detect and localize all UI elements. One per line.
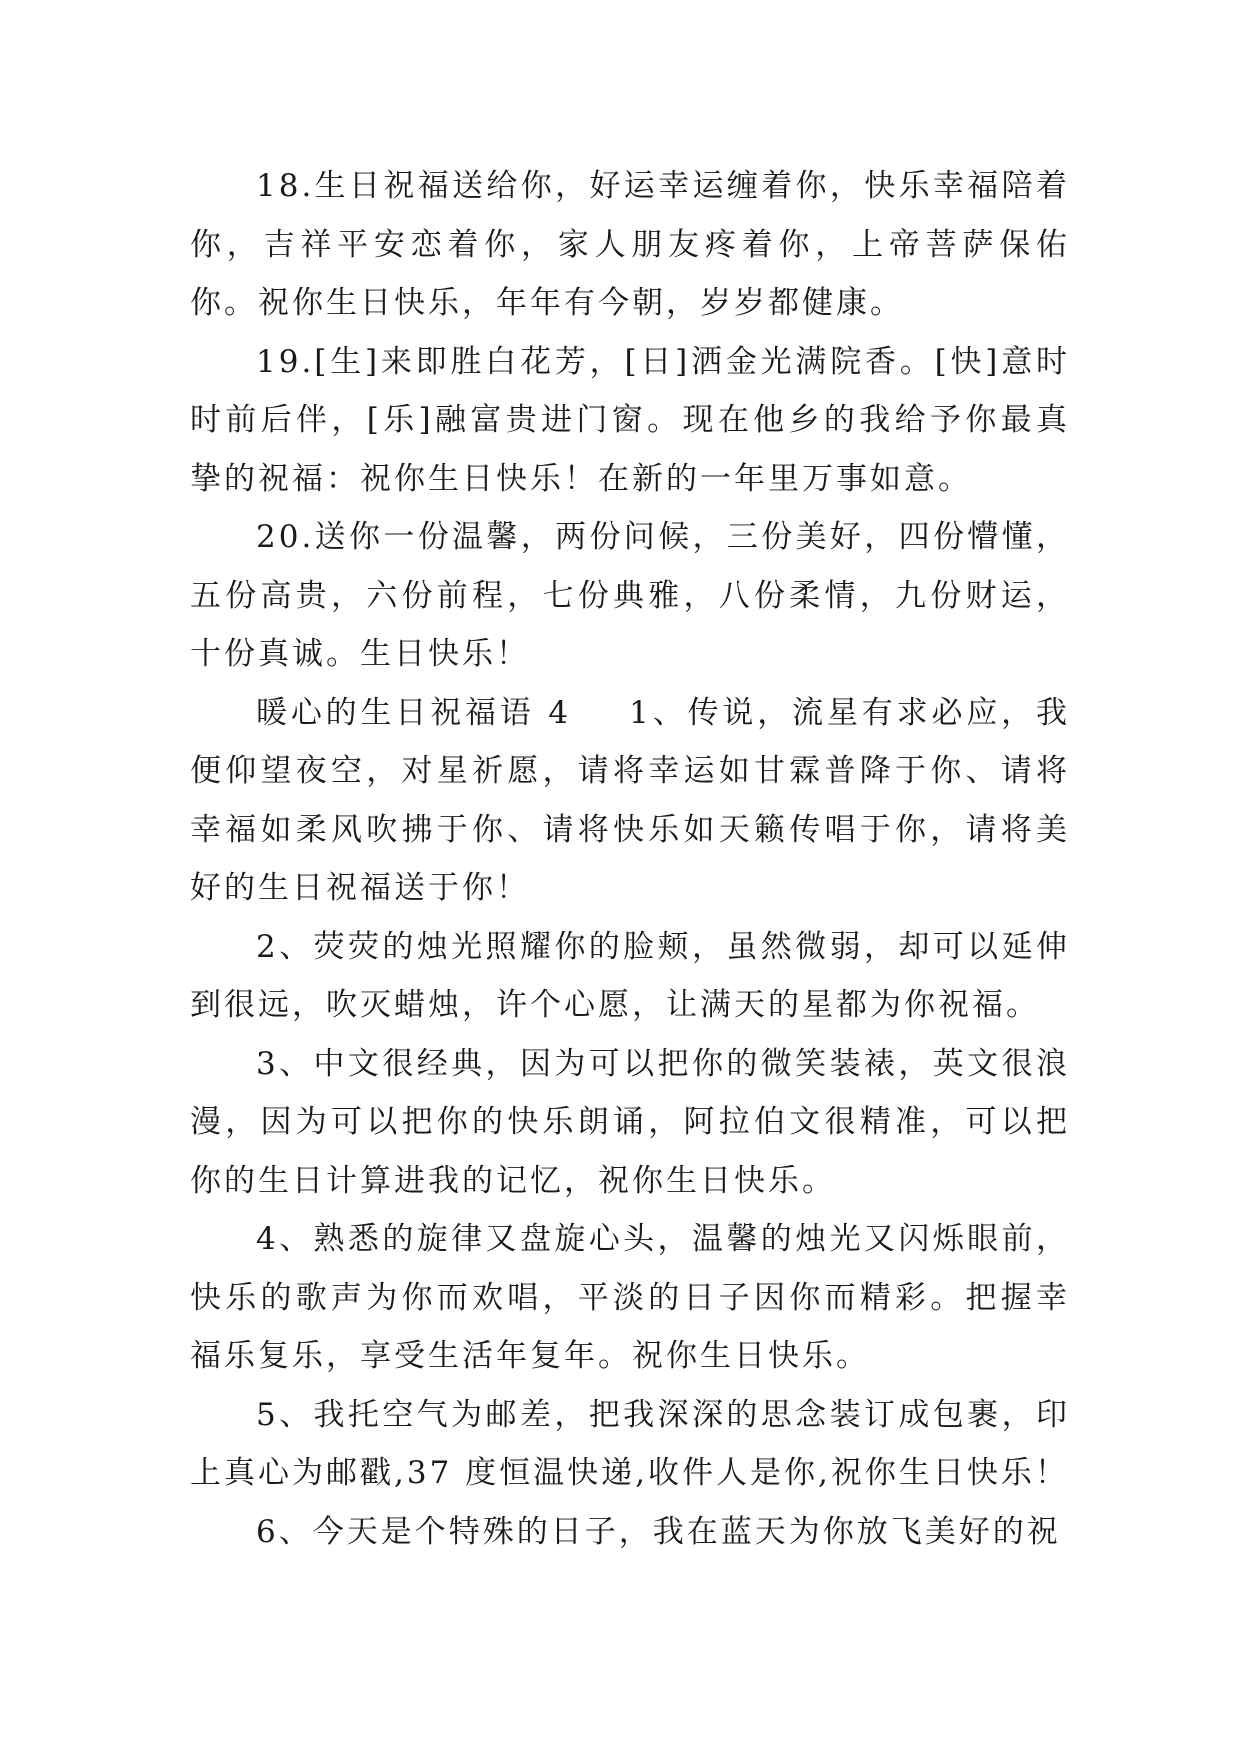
paragraph-text: 4、熟悉的旋律又盘旋心头，温馨的烛光又闪烁眼前，快乐的歌声为你而欢唱，平淡的日子因你而精彩。把握幸福乐复乐，享受生活年复年。祝你生日快乐。 <box>190 1221 1070 1374</box>
section-paragraph-4-1 <box>190 684 1070 918</box>
paragraph-text: 5、我托空气为邮差，把我深深的思念装订成包裹，印上真心为邮戳,37 度恒温快递,收件人是你,祝你生日快乐！ <box>190 1396 1070 1491</box>
paragraph-text: 19.[生]来即胜白花芳，[日]洒金光满院香。[快]意时时前后伴，[乐]融富贵进门窗。现在他乡的我给予你最真挚的祝福：祝你生日快乐！在新的一年里万事如意。 <box>190 343 1070 497</box>
paragraph-18 <box>190 157 1070 333</box>
paragraph-text: 3、中文很经典，因为可以把你的微笑装裱，英文很浪漫，因为可以把你的快乐朗诵，阿拉伯文很精准，可以把你的生日计算进我的记忆，祝你生日快乐。 <box>190 1045 1070 1199</box>
paragraph-text: 2、荧荧的烛光照耀你的脸颊，虽然微弱，却可以延伸到很远，吹灭蜡烛，许个心愿，让满天的星都为你祝福。 <box>190 928 1070 1023</box>
paragraph-text: 20.送你一份温馨，两份问候，三份美好，四份懵懂，五份高贵，六份前程，七份典雅，八份柔情，九份财运，十份真诚。生日快乐！ <box>190 519 1070 672</box>
document-body <box>190 157 1070 1561</box>
paragraph-19 <box>190 333 1070 509</box>
paragraph-text: 1、传说，流星有求必应，我便仰望夜空，对星祈愿，请将幸运如甘霖普降于你、请将幸福如柔风吹拂于你、请将快乐如天籁传唱于你，请将美好的生日祝福送于你！ <box>190 694 1071 906</box>
paragraph-5 <box>190 1386 1070 1503</box>
paragraph-2 <box>190 918 1070 1035</box>
section-heading: 暖心的生日祝福语 4 <box>256 694 572 731</box>
paragraph-text: 18.生日祝福送给你，好运幸运缠着你，快乐幸福陪着你，吉祥平安恋着你，家人朋友疼着你，上帝菩萨保佑你。祝你生日快乐，年年有今朝，岁岁都健康。 <box>190 168 1070 321</box>
paragraph-6 <box>190 1503 1070 1562</box>
paragraph-20 <box>190 508 1070 684</box>
paragraph-text: 6、今天是个特殊的日子，我在蓝天为你放飞美好的祝 <box>256 1513 1061 1550</box>
paragraph-4 <box>190 1210 1070 1386</box>
paragraph-3 <box>190 1035 1070 1211</box>
